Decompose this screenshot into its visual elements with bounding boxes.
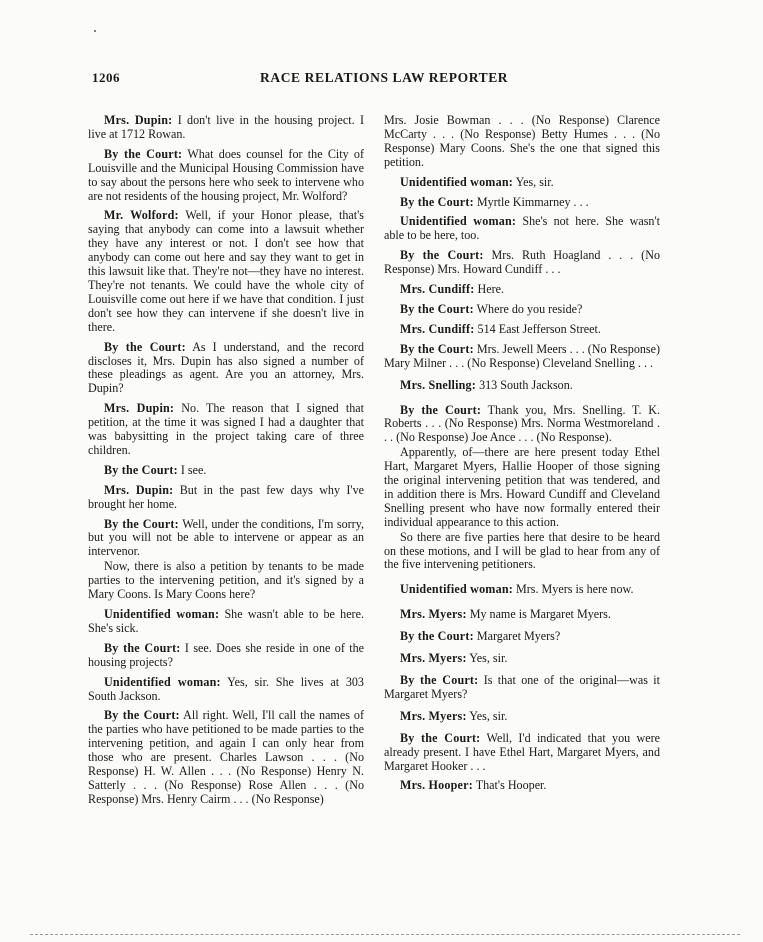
paragraph [384, 176, 660, 190]
paragraph [88, 518, 364, 560]
speaker-label: Mrs. Hooper: [400, 778, 473, 793]
speaker-label: By the Court: [400, 341, 474, 356]
paragraph-text: I don't live in the housing project. I live at 1712 Rowan. [88, 113, 364, 141]
paragraph-text: She wasn't able to be here. She's sick. [88, 607, 364, 635]
paragraph-text: She's not here. She wasn't able to be here, too. [384, 214, 660, 243]
paragraph-text: Yes, sir. [513, 174, 554, 189]
right-column [384, 114, 660, 799]
paragraph-text: Now, there is also a petition by tenants to be made parties to the intervening petition, and it's signed by a Mary Coons. Is Mary Coons here? [88, 559, 364, 602]
speaker-label: By the Court: [104, 640, 181, 655]
speaker-label: By the Court: [400, 402, 482, 417]
speaker-label: Unidentified woman: [400, 214, 517, 229]
paragraph-text: Mrs. Josie Bowman . . . (No Response) Clarence McCarty . . . (No Response) Betty Humes . . . (No Response) Mary Coons. She's the one that signed this petition. [384, 113, 660, 169]
paragraph [384, 674, 660, 702]
paragraph [88, 148, 364, 204]
paragraph [88, 709, 364, 806]
paragraph-text: As I understand, and the record discloses it, Mrs. Dupin has also signed a number of these pleadings as agent. Are you an attorney, Mrs. Dupin? [88, 339, 364, 396]
speaker-label: Mrs. Dupin: [104, 482, 174, 497]
paragraph [88, 484, 364, 512]
paragraph-text: Apparently, of—there are here present today Ethel Hart, Margaret Myers, Hallie Hooper of those signing the original intervening petition that was tendered, and in addition there is Mrs. Howard Cundiff and Cleveland Snelling present who have now formally entered their individual appearance to this action. [384, 445, 660, 529]
paragraph [384, 583, 660, 597]
speaker-label: Unidentified woman: [104, 674, 221, 689]
speaker-label: Mrs. Myers: [400, 607, 467, 622]
speaker-label: Mrs. Snelling: [400, 377, 477, 392]
paragraph [384, 215, 660, 243]
speaker-label: Unidentified woman: [104, 607, 220, 621]
speck-mark [94, 30, 96, 32]
page-number: 1206 [92, 70, 120, 85]
paragraph [384, 323, 660, 337]
speaker-label: By the Court: [400, 301, 474, 316]
paragraph-text: 313 South Jackson. [476, 377, 573, 392]
paragraph-text: Yes, sir. [466, 708, 508, 723]
speaker-label: Mrs. Cundiff: [400, 282, 475, 297]
speaker-label: By the Court: [400, 673, 479, 687]
paragraph-text: Mrs. Ruth Hoagland . . . (No Response) Mrs. Howard Cundiff . . . [384, 248, 660, 277]
speaker-label: By the Court: [104, 516, 179, 531]
speaker-label: Mrs. Dupin: [104, 401, 175, 416]
paragraph-text: Thank you, Mrs. Snelling. T. K. Roberts . . . (No Response) Mrs. Norma Westmoreland . . . (No Response) Joe Ance . . . (No Response). [384, 402, 660, 445]
bottom-scan-rule [30, 934, 740, 936]
paragraph [384, 608, 660, 622]
paragraph-text: Mrs. Jewell Meers . . . (No Response) Mary Milner . . . (No Response) Cleveland Snelling . . . [384, 341, 661, 370]
paragraph-text: My name is Margaret Myers. [466, 607, 611, 622]
left-column [88, 114, 364, 813]
speaker-label: By the Court: [104, 462, 178, 477]
speaker-label: By the Court: [400, 248, 484, 263]
paragraph [384, 114, 660, 170]
paragraph [384, 379, 660, 393]
paragraph-text: 514 East Jefferson Street. [474, 321, 601, 336]
paragraph [88, 341, 364, 397]
paragraph [88, 464, 364, 478]
paragraph [384, 303, 660, 317]
paragraph [88, 402, 364, 458]
paragraph [384, 446, 660, 529]
paragraph-text: Margaret Myers? [473, 629, 561, 644]
speaker-label: By the Court: [400, 629, 474, 644]
speaker-label: By the Court: [104, 339, 186, 354]
speaker-label: Mrs. Dupin: [104, 113, 173, 127]
paragraph [384, 779, 660, 793]
paragraph-text: I see. Does she reside in one of the housing projects? [88, 640, 365, 669]
paragraph [384, 249, 660, 277]
paragraph-text: Yes, sir. [466, 651, 508, 666]
paragraph [88, 642, 364, 670]
paragraph-text: So there are five parties here that desire to be heard on these motions, and I will be glad to hear from any of the five intervening petitioners. [384, 529, 660, 572]
paragraph [384, 630, 660, 644]
paragraph [88, 676, 364, 704]
paragraph-text: Yes, sir. She lives at 303 South Jackson. [88, 674, 364, 703]
paragraph-text: Myrtle Kimmarney . . . [473, 194, 589, 209]
paragraph [384, 343, 660, 371]
running-title: RACE RELATIONS LAW REPORTER [260, 70, 509, 85]
paragraph-text: Well, if your Honor please, that's saying that anybody can come into a lawsuit whether they have any interest or not. I don't see how that anybody can come out here and say they want to get in this lawsuit like that. They're not—they have no interest. They're not tenants. We could have the whole city of Louisville come out here if we have that condition. I just don't see how they can intervene if she doesn't live in there. [88, 208, 364, 334]
paragraph [384, 531, 660, 573]
paragraph [88, 560, 364, 602]
paragraph-text: Well, under the conditions, I'm sorry, but you will not be able to intervene or appear as an intervenor. [88, 516, 364, 559]
speaker-label: By the Court: [400, 730, 481, 745]
paragraph [384, 283, 660, 297]
paragraph-text: All right. Well, I'll call the names of the parties who have petitioned to be made parties to the intervening petition, and again I can only hear from those who are present. Charles Lawson . . . (No Response) H. W. Allen . . . (No Response) Henry N. Satterly . . . (No Response) Rose Allen . . . (No Response) Mrs. Henry Cairm . . . (No Response) [88, 708, 365, 806]
paragraph-text: That's Hooper. [472, 778, 547, 793]
paragraph-text: But in the past few days why I've brought her home. [88, 482, 364, 511]
paragraph [88, 608, 364, 636]
paragraph [384, 404, 660, 446]
paragraph-text: Where do you reside? [473, 301, 583, 316]
paragraph-text: Well, I'd indicated that you were already present. I have Ethel Hart, Margaret Myers, and Margaret Hooker . . . [384, 730, 660, 773]
paragraph-text: I see. [177, 462, 207, 477]
speaker-label: Unidentified woman: [400, 174, 513, 189]
paragraph [88, 114, 364, 142]
speaker-label: By the Court: [104, 146, 183, 161]
paragraph-text: No. The reason that I signed that petition, at the time it was signed I had a daughter that was babysitting in the project taking care of three children. [88, 401, 364, 457]
paragraph-text: Mrs. Myers is here now. [513, 582, 634, 597]
speaker-label: By the Court: [104, 708, 180, 723]
paragraph [88, 209, 364, 334]
speaker-label: By the Court: [400, 194, 474, 209]
paragraph-text: Is that one of the original—was it Margaret Myers? [384, 673, 660, 701]
speaker-label: Unidentified woman: [400, 582, 513, 597]
speaker-label: Mrs. Myers: [400, 651, 467, 666]
paragraph [384, 732, 660, 774]
paragraph [384, 710, 660, 724]
speaker-label: Mr. Wolford: [104, 208, 179, 223]
paragraph [384, 652, 660, 666]
paragraph-text: What does counsel for the City of Louisville and the Municipal Housing Commission have to say about the persons here who seek to intervene who are not residents of the housing project, Mr. Wolford? [88, 146, 365, 203]
speaker-label: Mrs. Cundiff: [400, 321, 475, 336]
paragraph [384, 196, 660, 210]
paragraph-text: Here. [474, 282, 505, 297]
speaker-label: Mrs. Myers: [400, 708, 467, 723]
